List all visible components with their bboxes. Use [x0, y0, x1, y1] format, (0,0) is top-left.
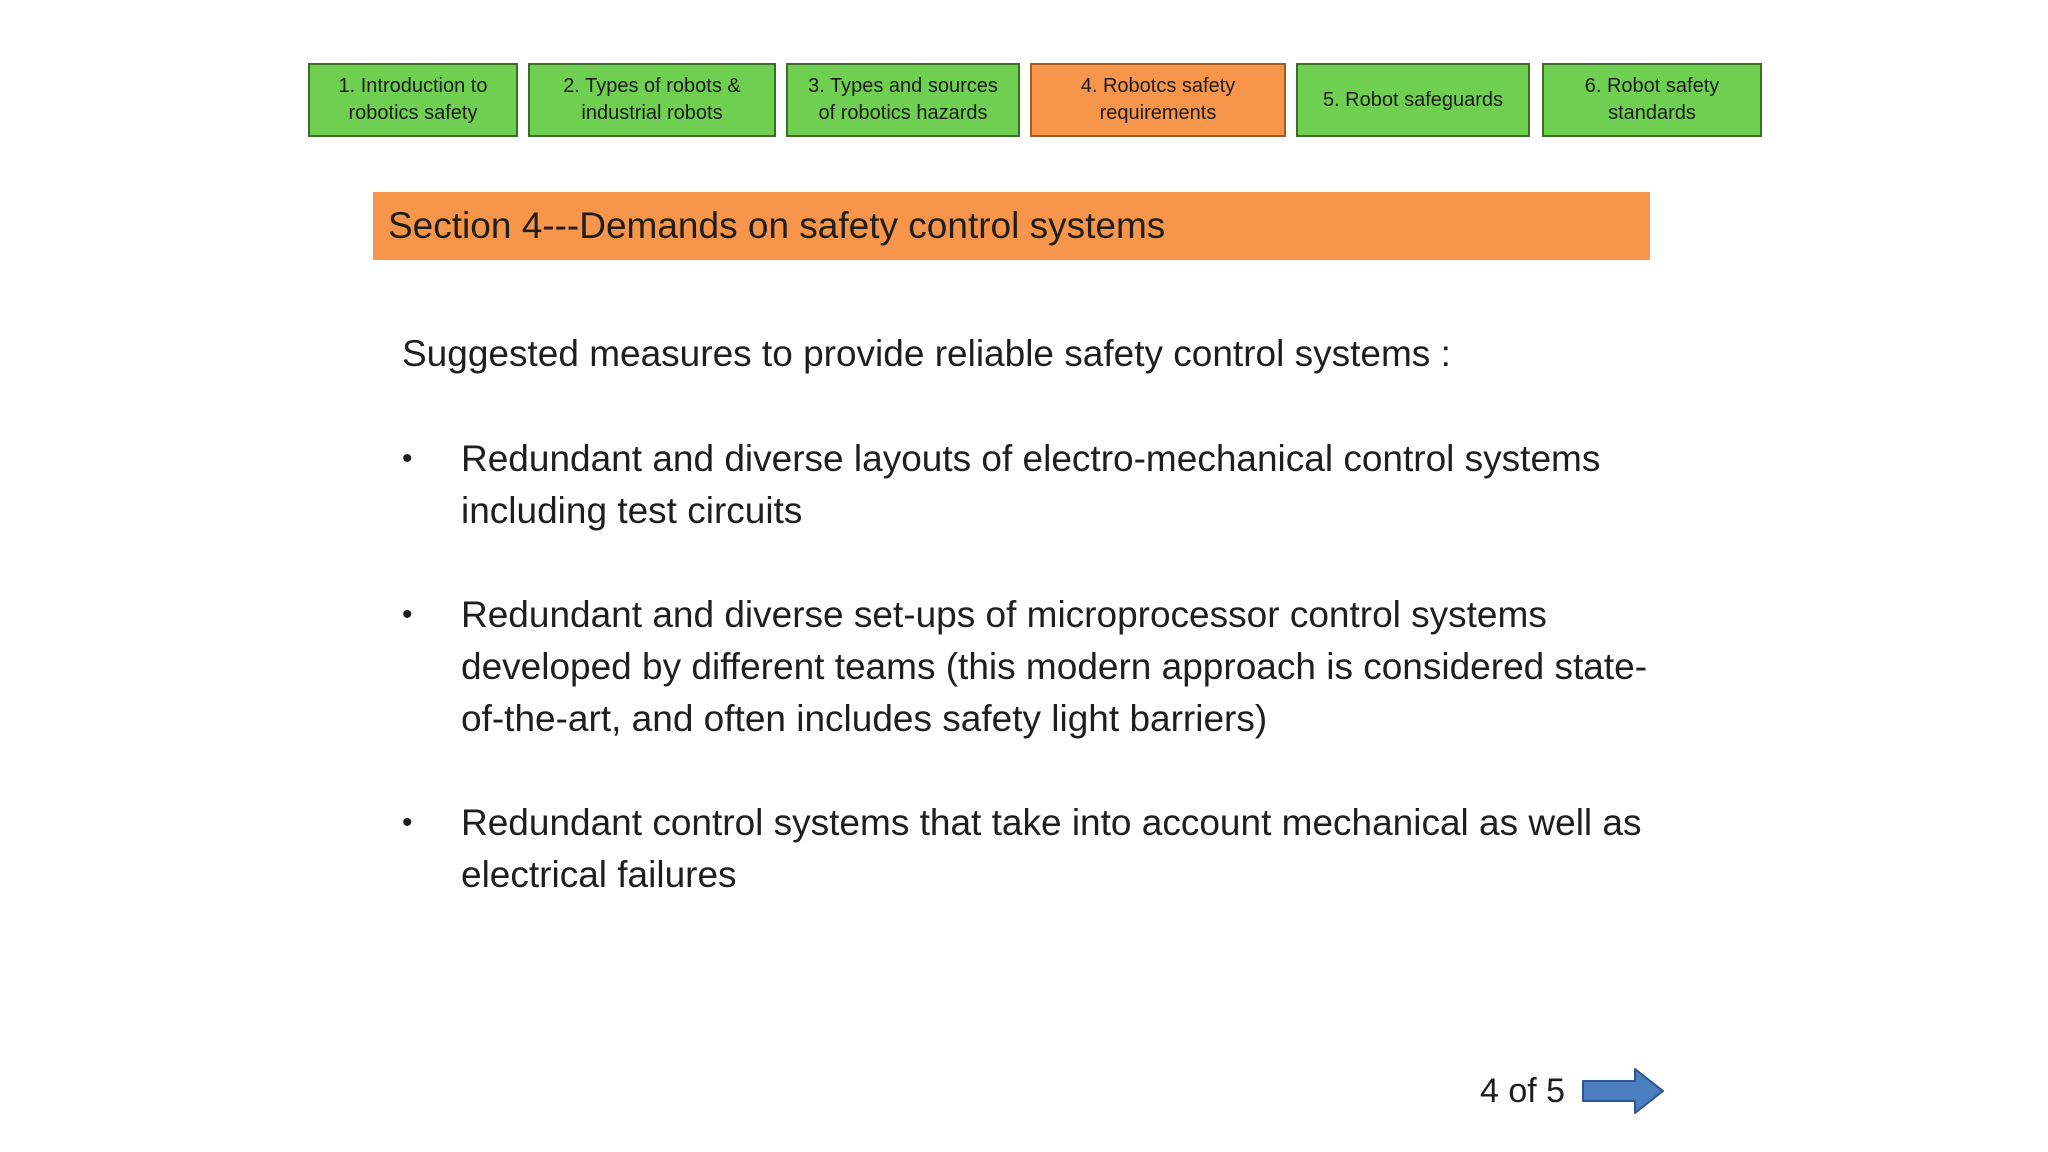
bullet-icon: • [402, 806, 413, 839]
list-item-text: Redundant and diverse set-ups of microprocessor control systems developed by different teams (this modern approach is considered state-of-the-art, and often includes safety light barriers) [461, 594, 1648, 739]
intro-text: Suggested measures to provide reliable safety control systems : [402, 333, 1451, 374]
measures-list [402, 433, 1662, 953]
tab-label: 1. Introduction to robotics safety [338, 75, 488, 124]
list-item-text: Redundant control systems that take into account mechanical as well as electrical failures [461, 802, 1642, 895]
tab-label: 5. Robot safeguards [1322, 88, 1504, 111]
list-item-text: Redundant and diverse layouts of electro-mechanical control systems including test circuits [461, 438, 1601, 531]
right-arrow-icon[interactable] [1581, 1067, 1665, 1115]
tab-hazards[interactable] [786, 63, 1020, 137]
section-title: Section 4---Demands on safety control systems [388, 205, 1166, 246]
tab-types-of-robots[interactable] [528, 63, 776, 137]
bullet-icon: • [402, 442, 413, 475]
tab-label: 4. Robotcs safety requirements [1080, 75, 1236, 124]
list-item [402, 589, 1662, 745]
list-item [402, 797, 1662, 901]
slide-footer [1480, 1067, 1665, 1115]
bullet-icon: • [402, 598, 413, 631]
tab-label: 3. Types and sources of robotics hazards [808, 75, 998, 124]
tab-safety-standards[interactable] [1542, 63, 1762, 137]
tab-safety-requirements[interactable] [1030, 63, 1286, 137]
section-title-bar [373, 192, 1650, 260]
list-item [402, 433, 1662, 537]
tab-introduction[interactable] [308, 63, 518, 137]
tab-label: 2. Types of robots & industrial robots [563, 75, 741, 124]
tab-safeguards[interactable] [1296, 63, 1530, 137]
tab-label: 6. Robot safety standards [1584, 75, 1720, 124]
page-counter: 4 of 5 [1480, 1071, 1566, 1110]
